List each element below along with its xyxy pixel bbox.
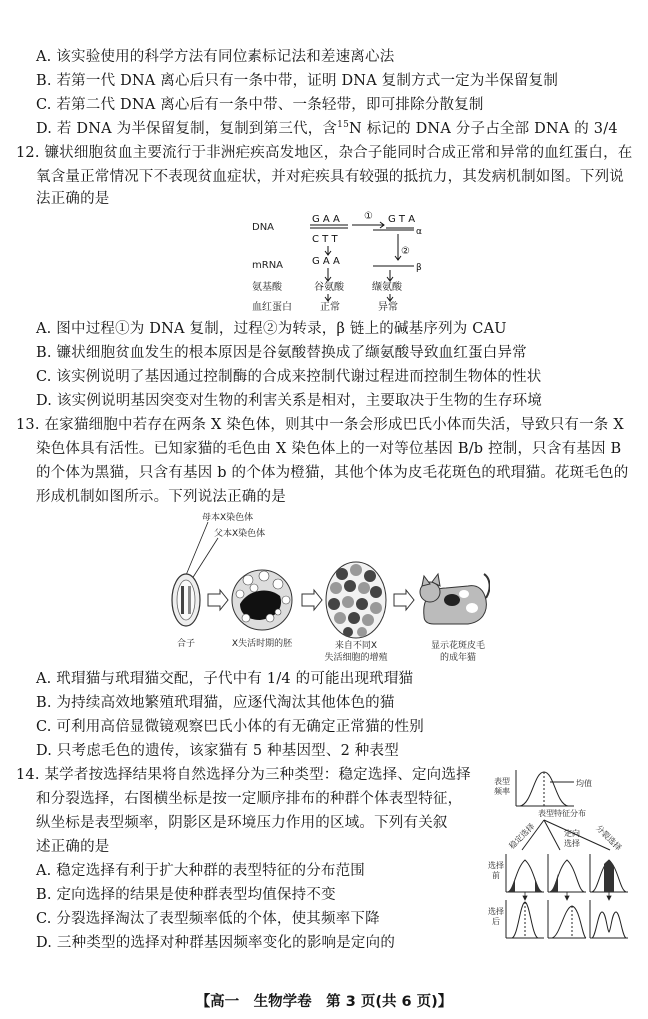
q13-figure-svg <box>168 508 490 666</box>
q14-y-bot-2: 后 <box>492 917 500 926</box>
q11-option-b: B. 若第一代 DNA 离心后只有一条中带，证明 DNA 复制方式一定为半保留复制 <box>36 73 559 89</box>
q14-y-mid-2: 前 <box>492 871 500 880</box>
q14-branch-line-mid <box>544 820 560 850</box>
q12-row-protein: 血红蛋白 <box>252 302 292 313</box>
q11-option-c: C. 若第二代 DNA 离心后有一条中带、一条轻带，即可排除分散复制 <box>36 97 484 113</box>
q14-option-b: B. 定向选择的结果是使种群表型均值保持不变 <box>36 887 336 903</box>
q14-stem-line2: 和分裂选择，右图横坐标是按一定顺序排布的种群个体表型特征， <box>36 791 463 807</box>
q12-protein-right: 异常 <box>378 302 398 313</box>
q13-option-d: D. 只考虑毛色的遗传，该家猫有 5 种基因型、2 种表型 <box>36 743 399 759</box>
q13-arrow-3 <box>394 590 414 610</box>
q13-stem-line4: 形成机制如图所示。下列说法正确的是 <box>36 489 286 505</box>
q13-option-c: C. 可利用高倍显微镜观察巴氏小体的有无确定正常猫的性别 <box>36 719 424 735</box>
q12-top-right: G T A <box>388 214 416 225</box>
q12-figure <box>248 206 428 318</box>
q14-figure-svg <box>488 764 638 944</box>
q13-caption-zygote: 合子 <box>176 639 196 649</box>
q14-option-c: C. 分裂选择淘汰了表型频率低的个体，使其频率下降 <box>36 911 380 927</box>
q12-alpha: α <box>416 227 422 237</box>
q11-option-a: A. 该实验使用的科学方法有同位素标记法和差速离心法 <box>36 49 395 65</box>
q13-pointer-father <box>190 538 218 582</box>
q13-figure <box>168 508 490 666</box>
q14-stem-line3: 纵坐标是表型频率，阴影区是环境压力作用的区域。下列有关叙 <box>36 815 448 831</box>
q13-stem-line1: 13. 在家猫细胞中若存在两条 X 染色体，则其中一条会形成巴氏小体而失活，导致只有一条 X <box>16 417 624 433</box>
page-footer: 【高一 生物学卷 第 3 页(共 6 页)】 <box>195 994 453 1010</box>
q12-figure-svg <box>248 206 428 318</box>
q13-pointer-mother <box>184 522 208 580</box>
q12-step2: ② <box>401 246 410 257</box>
q14-down-arrows <box>523 892 611 900</box>
q12-option-c: C. 该实例说明了基因通过控制酶的合成来控制代谢过程进而控制生物体的性状 <box>36 369 542 385</box>
q12-option-b: B. 镰状细胞贫血发生的根本原因是谷氨酸替换成了缬氨酸导致血红蛋白异常 <box>36 345 527 361</box>
q14-x-top: 表型特征分布 <box>538 809 586 818</box>
q14-option-d: D. 三种类型的选择对种群基因频率变化的影响是定向的 <box>36 935 396 951</box>
q14-stem-line1: 14. 某学者按选择结果将自然选择分为三种类型：稳定选择、定向选择 <box>16 767 471 783</box>
q12-stem-line3: 法正确的是 <box>36 191 110 207</box>
q13-stem-line3: 的个体为黑猫，只含有基因 b 的个体为橙猫，其他个体为皮毛花斑色的玳瑁猫。花斑毛色的 <box>36 465 629 481</box>
q13-caption-prolif-1: 来自不同X <box>334 641 378 651</box>
q13-proliferation-cluster <box>326 562 386 638</box>
q13-option-b: B. 为持续高效地繁殖玳瑁猫，应逐代淘汰其他体色的猫 <box>36 695 395 711</box>
q12-option-d: D. 该实例说明基因突变对生物的利害关系是相对，主要取决于生物的生存环境 <box>36 393 543 409</box>
q12-stem-line2: 氧含量正常情况下不表现贫血症状，并对疟疾具有较强的抵抗力，其发病机制如图。下列说 <box>36 169 624 185</box>
q14-stem-line4: 述正确的是 <box>36 839 110 855</box>
q14-y-bot-1: 选择 <box>488 907 504 916</box>
q13-stem-line2: 染色体具有活性。已知家猫的毛色由 X 染色体上的一对等位基因 B/b 控制，只含有基因 B <box>36 441 622 457</box>
q14-branch-directional-1: 定向 <box>564 829 580 838</box>
q14-y-top-2: 频率 <box>494 787 510 796</box>
q12-step1: ① <box>364 211 373 222</box>
q13-arrow-1 <box>208 590 228 610</box>
q14-option-a: A. 稳定选择有利于扩大种群的表型特征的分布范围 <box>36 863 365 879</box>
q14-figure <box>488 764 638 944</box>
q12-stem-line1: 12. 镰状细胞贫血主要流行于非洲疟疾高发地区，杂合子能同时合成正常和异常的血红蛋白，在 <box>16 145 633 161</box>
q11-option-d-pre: D. 若 DNA 为半保留复制，复制到第三代，含 <box>36 121 338 137</box>
q11-option-d-sup: 15 <box>337 120 349 131</box>
q12-row-dna: DNA <box>252 222 275 233</box>
q13-arrow-2 <box>302 590 322 610</box>
q13-zygote-chrom-1 <box>181 586 184 614</box>
q12-aa-right: 缬氨酸 <box>372 282 402 293</box>
q11-option-d-post: N 标记的 DNA 分子占全部 DNA 的 3/4 <box>349 121 618 137</box>
q13-label-father: 父本X染色体 <box>214 529 266 539</box>
q14-branch-directional-2: 选择 <box>564 839 580 848</box>
q14-branch-stable: 稳定选择 <box>507 821 537 851</box>
q12-row-mrna: mRNA <box>252 260 284 271</box>
q14-branch-disruptive: 分裂选择 <box>594 823 624 853</box>
q11-option-d <box>36 120 618 138</box>
q12-option-a: A. 图中过程①为 DNA 复制，过程②为转录，β 链上的碱基序列为 CAU <box>36 321 507 337</box>
q14-mid-curves <box>508 860 626 892</box>
q13-caption-prolif-2: 失活细胞的增殖 <box>324 653 388 663</box>
q13-zygote-nucleus <box>177 580 195 620</box>
q12-protein-left: 正常 <box>320 302 340 313</box>
q14-y-mid-1: 选择 <box>488 861 504 870</box>
q12-bottom-left: C T T <box>312 234 338 245</box>
q13-zygote-chrom-2 <box>188 586 191 614</box>
q12-aa-left: 谷氨酸 <box>314 282 344 293</box>
q13-option-a: A. 玳瑁猫与玳瑁猫交配，子代中有 1/4 的可能出现玳瑁猫 <box>36 671 414 687</box>
q12-beta: β <box>416 263 422 273</box>
q14-mean-label: 均值 <box>576 779 592 788</box>
q13-cat <box>420 574 490 624</box>
q13-label-mother: 母本X染色体 <box>202 513 254 523</box>
q12-row-aa: 氨基酸 <box>252 282 282 293</box>
q12-top-left: G A A <box>312 214 340 225</box>
q14-bot-curves <box>512 902 626 938</box>
q13-caption-cat-2: 的成年猫 <box>439 653 477 663</box>
q13-caption-x-inactive: X失活时期的胚 <box>231 639 293 649</box>
q13-caption-cat-1: 显示花斑皮毛 <box>430 641 486 651</box>
q14-y-top-1: 表型 <box>494 777 510 786</box>
q12-mrna-left: G A A <box>312 256 340 267</box>
